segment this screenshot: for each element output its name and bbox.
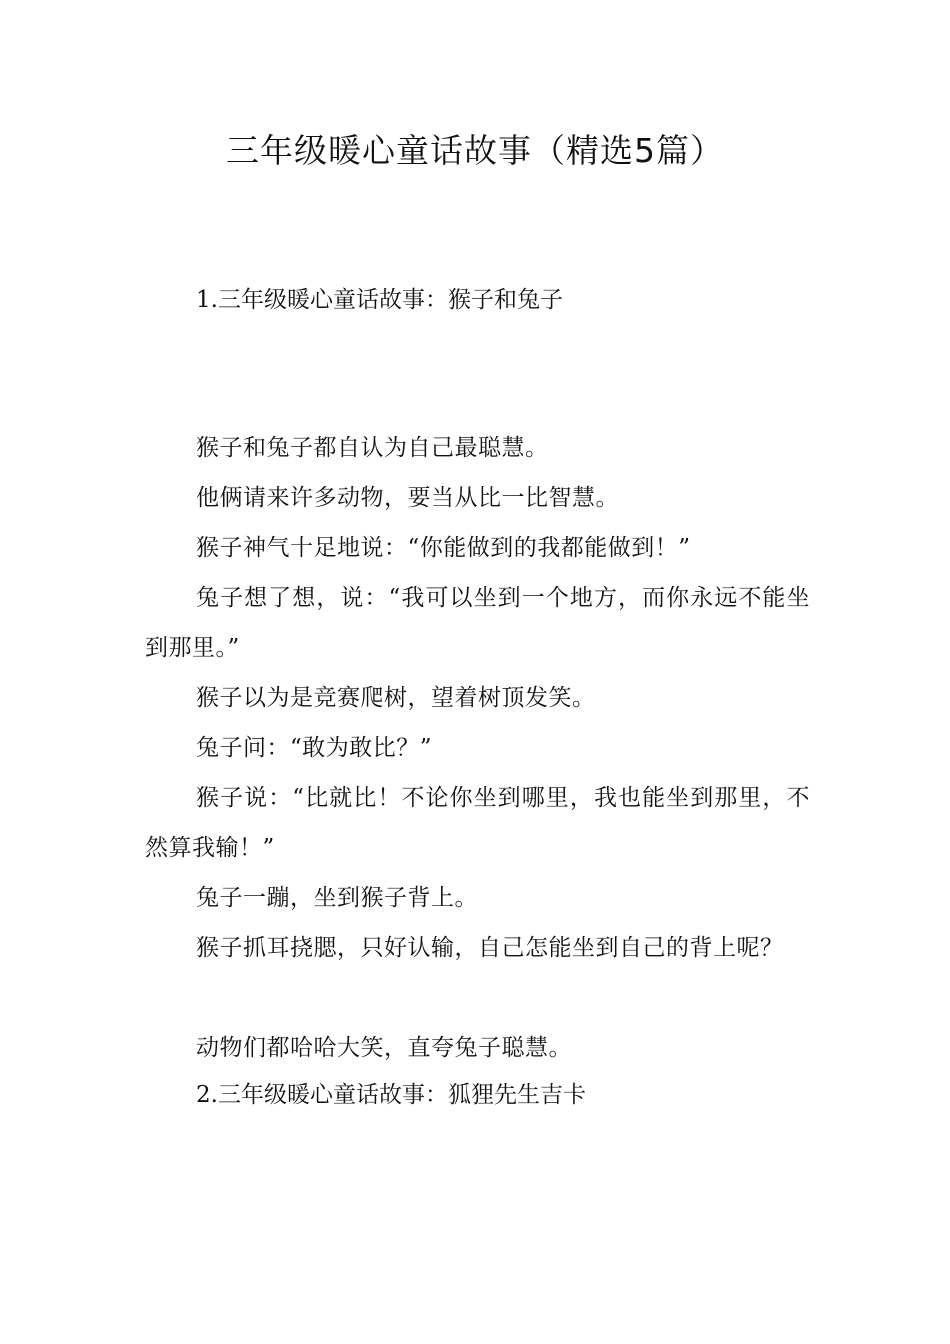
- paragraph: 动物们都哈哈大笑，直夸兔子聪慧。: [196, 1035, 572, 1061]
- paragraph: 猴子抓耳挠腮，只好认输，自己怎能坐到自己的背上呢？: [196, 935, 784, 961]
- paragraph: 猴子说：“比就比！不论你坐到哪里，我也能坐到那里，不然算我输！”: [145, 785, 810, 861]
- section-heading-1: 1.三年级暖心童话故事：猴子和兔子: [196, 287, 563, 313]
- paragraph: 兔子一蹦，坐到猴子背上。: [196, 885, 478, 911]
- paragraph: 猴子神气十足地说：“你能做到的我都能做到！”: [196, 535, 691, 561]
- paragraph: 兔子问：“敢为敢比？”: [196, 735, 433, 761]
- paragraph: 他俩请来许多动物，要当从比一比智慧。: [196, 485, 619, 511]
- paragraph: 猴子和兔子都自认为自己最聪慧。: [196, 435, 549, 461]
- document-title: 三年级暖心童话故事（精选5篇）: [226, 131, 724, 170]
- paragraph: 猴子以为是竞赛爬树，望着树顶发笑。: [196, 685, 596, 711]
- section-heading-2: 2.三年级暖心童话故事：狐狸先生吉卡: [196, 1082, 586, 1108]
- paragraph: 兔子想了想，说：“我可以坐到一个地方，而你永远不能坐到那里。”: [145, 585, 810, 661]
